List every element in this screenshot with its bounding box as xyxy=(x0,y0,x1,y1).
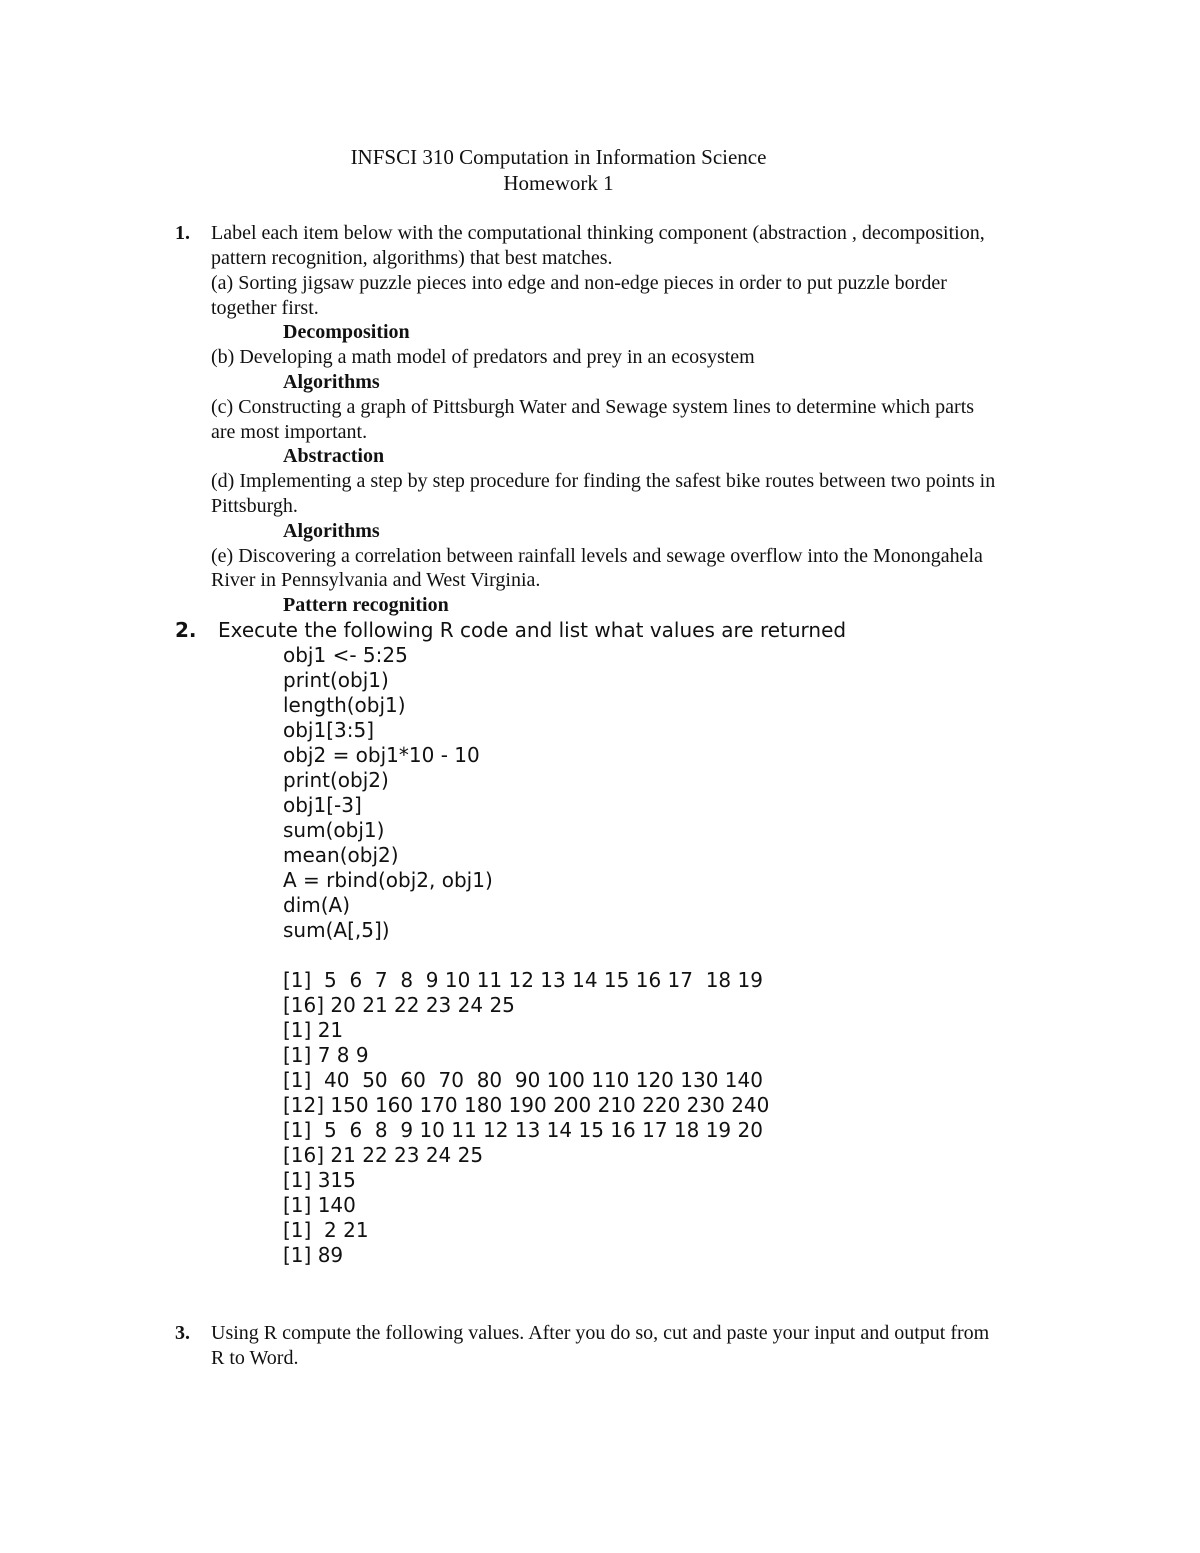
r-code-line: sum(obj1) xyxy=(283,818,385,842)
r-code-line: dim(A) xyxy=(283,893,351,917)
r-code-line: length(obj1) xyxy=(283,693,406,717)
item-e-answer: Pattern recognition xyxy=(283,594,449,616)
question-1-number: 1. xyxy=(175,222,190,244)
r-code-line: obj1[-3] xyxy=(283,793,362,817)
r-output-line: [1] 5 6 8 9 10 11 12 13 14 15 16 17 18 19 20 xyxy=(283,1118,763,1142)
r-output-line: [1] 315 xyxy=(283,1168,356,1192)
document-subtitle: Homework 1 xyxy=(503,171,614,195)
r-code-line: obj2 = obj1*10 - 10 xyxy=(283,743,480,767)
item-a-answer: Decomposition xyxy=(283,321,410,343)
question-1-intro-line: pattern recognition, algorithms) that best matches. xyxy=(211,247,613,269)
item-c-text: are most important. xyxy=(211,421,368,443)
item-c-text: (c) Constructing a graph of Pittsburgh Water and Sewage system lines to determine which parts xyxy=(211,396,975,418)
r-output-line: [1] 40 50 60 70 80 90 100 110 120 130 140 xyxy=(283,1068,763,1092)
r-code-line: obj1[3:5] xyxy=(283,718,375,742)
item-d-answer: Algorithms xyxy=(283,520,380,542)
r-output-line: [1] 140 xyxy=(283,1193,356,1217)
r-output-line: [1] 5 6 7 8 9 10 11 12 13 14 15 16 17 18 19 xyxy=(283,968,763,992)
question-1-intro-line: Label each item below with the computational thinking component (abstraction , decomposition, xyxy=(211,222,985,244)
r-output-line: [1] 7 8 9 xyxy=(283,1043,369,1067)
item-e-text: (e) Discovering a correlation between rainfall levels and sewage overflow into the Monongahela xyxy=(211,545,983,567)
r-output-line: [16] 20 21 22 23 24 25 xyxy=(283,993,515,1017)
item-a-text: together first. xyxy=(211,297,319,319)
r-code-line: sum(A[,5]) xyxy=(283,918,390,942)
document-title: INFSCI 310 Computation in Information Science xyxy=(350,145,767,169)
item-a-text: (a) Sorting jigsaw puzzle pieces into edge and non-edge pieces in order to put puzzle border xyxy=(211,272,947,294)
item-c-answer: Abstraction xyxy=(283,445,385,467)
r-output-line: [16] 21 22 23 24 25 xyxy=(283,1143,484,1167)
item-d-text: Pittsburgh. xyxy=(211,495,298,517)
item-d-text: (d) Implementing a step by step procedure for finding the safest bike routes between two points in xyxy=(211,470,996,492)
question-3-number: 3. xyxy=(175,1322,190,1344)
r-output-line: [1] 21 xyxy=(283,1018,344,1042)
question-2-prompt: Execute the following R code and list what values are returned xyxy=(218,618,847,642)
question-3-text: Using R compute the following values. After you do so, cut and paste your input and output from xyxy=(211,1322,990,1344)
item-b-answer: Algorithms xyxy=(283,371,380,393)
item-b-text: (b) Developing a math model of predators and prey in an ecosystem xyxy=(211,346,755,368)
r-code-line: print(obj1) xyxy=(283,668,389,692)
r-code-line: print(obj2) xyxy=(283,768,389,792)
r-output-line: [12] 150 160 170 180 190 200 210 220 230 240 xyxy=(283,1093,770,1117)
question-2-number: 2. xyxy=(175,618,197,642)
r-output-line: [1] 2 21 xyxy=(283,1218,369,1242)
item-e-text: River in Pennsylvania and West Virginia. xyxy=(211,569,541,591)
question-3-text: R to Word. xyxy=(211,1347,299,1369)
r-code-line: mean(obj2) xyxy=(283,843,399,867)
r-output-line: [1] 89 xyxy=(283,1243,344,1267)
r-code-line: obj1 <- 5:25 xyxy=(283,643,408,667)
r-code-line: A = rbind(obj2, obj1) xyxy=(283,868,493,892)
